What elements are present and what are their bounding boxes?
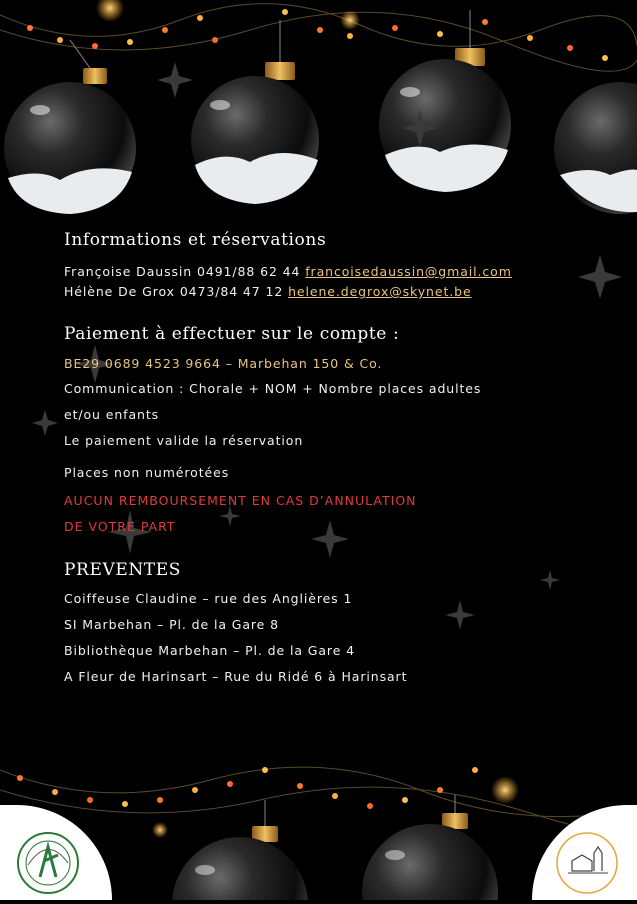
ornament-3 <box>379 10 511 192</box>
contact-name: Hélène De Grox <box>64 284 175 299</box>
payment-valid: Le paiement valide la réservation <box>64 433 304 448</box>
account-rest: 29 0689 4523 9664 – Marbehan 150 & Co. <box>82 356 383 371</box>
ornament-2 <box>191 20 319 204</box>
copains-logo <box>0 805 112 900</box>
ornament-5 <box>172 800 308 900</box>
marbehan-logo-image <box>532 805 637 900</box>
copains-logo-image <box>0 805 112 900</box>
contact-row <box>64 261 574 282</box>
communication-line-2: et/ou enfants <box>64 407 160 422</box>
contact-row <box>64 282 574 302</box>
payment-title: Paiement à effectuer sur le compte : <box>64 324 400 344</box>
account-prefix: BE <box>64 356 83 371</box>
string-lights-top <box>0 4 637 72</box>
ornament-1 <box>4 40 136 214</box>
light-bulbs-top <box>27 0 608 61</box>
main-content <box>64 230 574 690</box>
email-link[interactable]: francoisedaussin@gmail.com <box>305 264 512 279</box>
refund-warning: AUCUN REMBOURSEMENT EN CAS D’ANNULATION <box>64 493 417 508</box>
prevente-item: Coiffeuse Claudine – rue des Anglières 1 <box>64 591 353 606</box>
communication-line: Communication : Chorale + NOM + Nombre places adultes <box>64 381 482 396</box>
ornament-4 <box>554 82 637 214</box>
contact-phone: 0473/84 47 12 <box>179 284 284 299</box>
prevente-item: A Fleur de Harinsart – Rue du Ridé 6 à Harinsart <box>64 669 408 684</box>
ornament-6 <box>362 795 498 900</box>
places-note: Places non numérotées <box>64 465 230 480</box>
marbehan-logo <box>532 805 637 900</box>
account-number <box>64 352 574 376</box>
email-link[interactable]: helene.degrox@skynet.be <box>288 284 472 299</box>
contact-phone: 0491/88 62 44 <box>196 264 301 279</box>
contact-name: Françoise Daussin <box>64 264 193 279</box>
preventes-title: PREVENTES <box>64 560 182 580</box>
refund-warning-2: DE VOTRE PART <box>64 519 176 534</box>
prevente-item: Bibliothèque Marbehan – Pl. de la Gare 4 <box>64 643 356 658</box>
prevente-item: SI Marbehan – Pl. de la Gare 8 <box>64 617 279 632</box>
info-title: Informations et réservations <box>64 230 327 250</box>
